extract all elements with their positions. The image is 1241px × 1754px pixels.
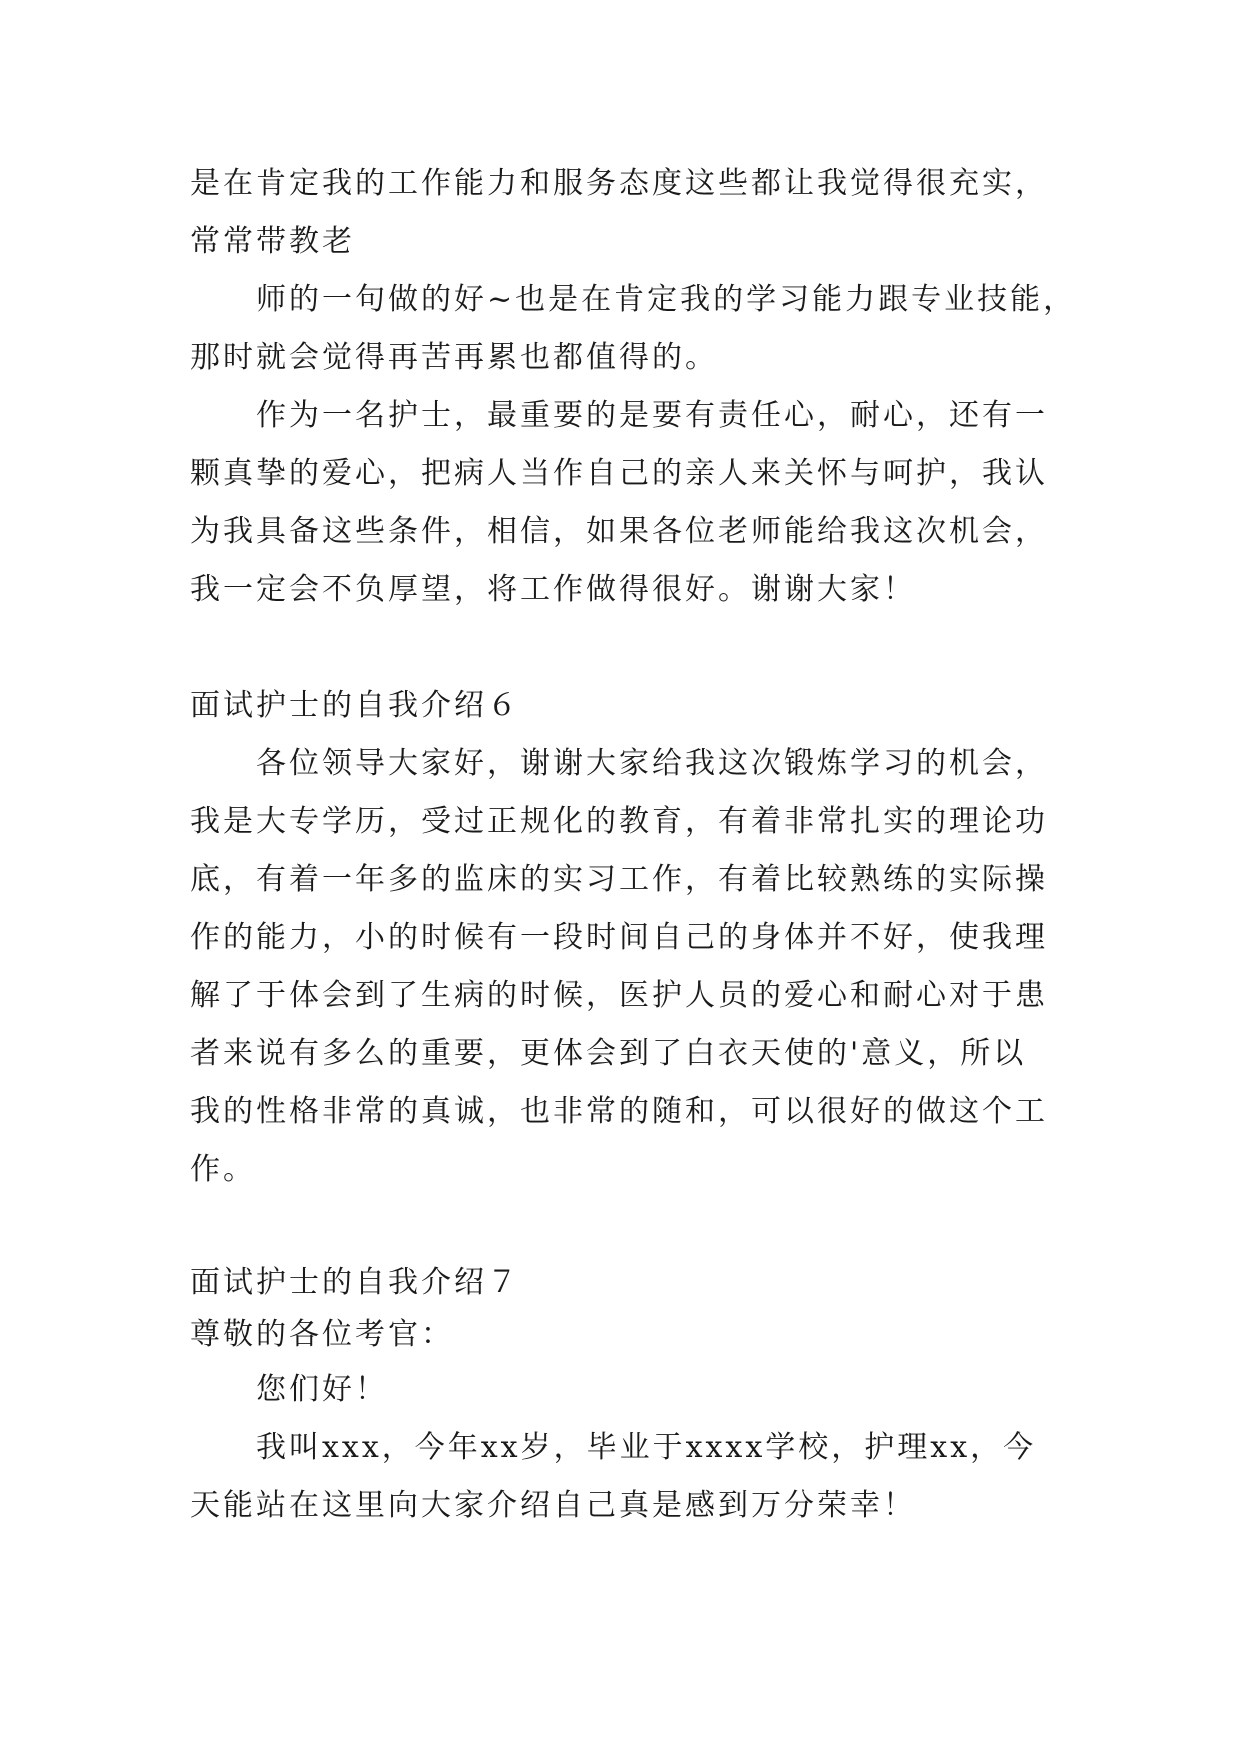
text-line: 天能站在这里向大家介绍自己真是感到万分荣幸！ — [190, 1488, 916, 1523]
text-line: 师的一句做的好~也是在肯定我的学习能力跟专业技能， — [256, 282, 1077, 317]
text-line: 我是大专学历，受过正规化的教育，有着非常扎实的理论功 — [190, 804, 1048, 839]
section-heading: 面试护士的自我介绍６ — [190, 688, 520, 723]
text-line: 您们好！ — [256, 1372, 388, 1407]
document-body — [190, 155, 1077, 1535]
text-line: 作的能力，小的时候有一段时间自己的身体并不好，使我理 — [190, 920, 1048, 955]
text-line: 是在肯定我的工作能力和服务态度这些都让我觉得很充实， — [190, 166, 1048, 201]
text-line: 我一定会不负厚望，将工作做得很好。谢谢大家！ — [190, 572, 916, 607]
text-line: 各位领导大家好，谢谢大家给我这次锻炼学习的机会， — [256, 746, 1048, 781]
text-line: 为我具备这些条件，相信，如果各位老师能给我这次机会， — [190, 514, 1048, 549]
text-line: 作为一名护士，最重要的是要有责任心，耐心，还有一 — [256, 398, 1048, 433]
section-heading: 面试护士的自我介绍７ — [190, 1265, 520, 1300]
text-line: 作。 — [190, 1152, 256, 1187]
text-line: 者来说有多么的重要，更体会到了白衣天使的'意义，所以 — [190, 1036, 1027, 1071]
text-line: 那时就会觉得再苦再累也都值得的。 — [190, 340, 718, 375]
text-line: 解了于体会到了生病的时候，医护人员的爱心和耐心对于患 — [190, 978, 1048, 1013]
text-line: 颗真挚的爱心，把病人当作自己的亲人来关怀与呵护，我认 — [190, 456, 1048, 491]
text-line: 我的性格非常的真诚，也非常的随和，可以很好的做这个工 — [190, 1094, 1048, 1129]
text-line: 尊敬的各位考官： — [190, 1317, 454, 1352]
text-line: 我叫xxx，今年xx岁，毕业于xxxx学校，护理xx，今 — [256, 1430, 1037, 1465]
text-line: 底，有着一年多的监床的实习工作，有着比较熟练的实际操 — [190, 862, 1048, 897]
text-line: 常常带教老 — [190, 224, 355, 259]
